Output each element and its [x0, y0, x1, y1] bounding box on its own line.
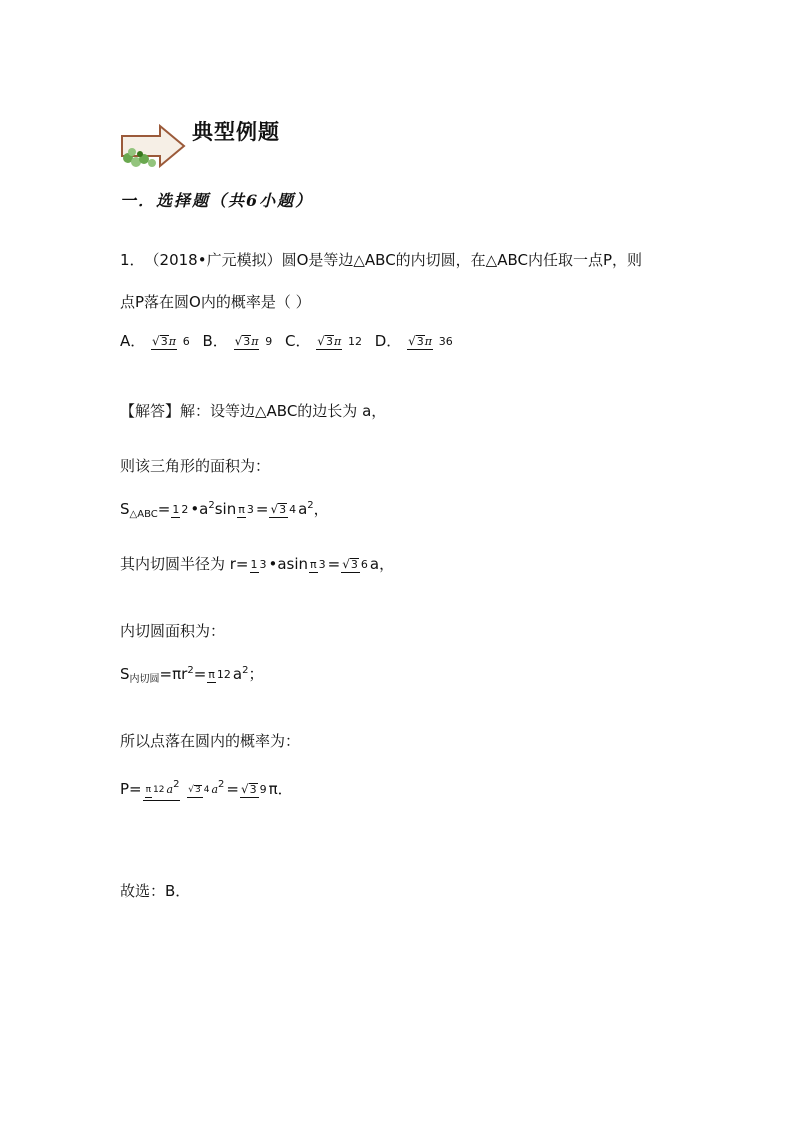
radius-frac-2	[309, 556, 327, 573]
question-source: （2018•广元模拟）	[144, 251, 282, 269]
area-frac-1-den: 2	[181, 503, 189, 516]
option-c-sqrt: 3	[325, 335, 333, 348]
prob-big-den: √3 4 a2	[188, 779, 225, 797]
option-b-fraction: √3π 9	[234, 334, 273, 348]
option-a-den: 6	[182, 335, 190, 348]
circle-s: S	[120, 665, 130, 683]
area-tail: a	[298, 500, 308, 518]
option-b-den: 9	[265, 335, 273, 348]
option-a-fraction: √3π 6	[152, 334, 190, 348]
circle-frac-den: 12	[216, 668, 231, 681]
radius-eq: =	[327, 555, 341, 573]
circle-tail-sup: 2	[242, 665, 249, 676]
prob-top-pi: π	[145, 786, 152, 798]
circle-frac	[207, 666, 232, 683]
radius-frac-1-num: 1	[250, 558, 258, 571]
area-formula	[120, 498, 329, 520]
circle-tail: a	[232, 665, 243, 683]
radius-frac-3: √3 6	[342, 557, 368, 571]
option-a-letter: A．	[120, 332, 146, 350]
option-d-pi: π	[424, 335, 432, 348]
arrow-clover-icon	[116, 118, 188, 170]
prob-big-num	[143, 780, 181, 801]
area-sup: 2	[208, 500, 215, 511]
circle-sup: 2	[187, 665, 194, 676]
prob-top-den: 12	[153, 784, 165, 795]
question-number: 1．	[120, 251, 145, 269]
prob-top-sup: 2	[173, 779, 180, 791]
question-line-2: 点P落在圆O内的概率是（ ）	[120, 293, 311, 311]
prob-bot-sqrt: 3	[194, 784, 201, 795]
circle-frac-num: π	[208, 668, 215, 681]
area-frac-2	[237, 501, 255, 518]
area-frac-3-sqrt: 3	[279, 503, 287, 516]
prob-result-sqrt: 3	[249, 783, 257, 796]
area-mid: •a	[190, 500, 209, 518]
area-end: ，	[313, 500, 329, 518]
circle-end: ；	[248, 665, 264, 683]
area-tail-sup: 2	[307, 500, 314, 511]
circle-sub: 内切圆	[129, 674, 160, 685]
area-sin: sin	[214, 500, 237, 518]
option-b-letter: B．	[202, 332, 228, 350]
option-c[interactable]	[285, 330, 364, 351]
option-c-pi: π	[333, 335, 342, 348]
circle-area-formula	[120, 663, 263, 685]
prob-result-den: 9	[259, 783, 267, 796]
prob-result-frac: √3 9	[240, 782, 267, 796]
circle-area-label: 内切圆面积为：	[120, 622, 226, 640]
prob-label: 所以点落在圆内的概率为：	[120, 732, 301, 750]
option-b-pi: π	[251, 335, 259, 348]
radius-tail: a，	[369, 555, 395, 573]
prob-tail: π．	[268, 780, 293, 798]
radius-frac-2-num: π	[310, 558, 317, 571]
area-frac-2-den: 3	[246, 503, 254, 516]
prob-eq: =	[226, 780, 239, 798]
radius-frac-3-sqrt: 3	[350, 558, 358, 571]
options-row	[120, 330, 461, 351]
option-b[interactable]	[203, 330, 275, 351]
option-c-den: 12	[347, 335, 362, 348]
area-frac-2-num: π	[238, 503, 245, 516]
area-s: S	[120, 500, 130, 518]
radius-frac-1-den: 3	[259, 558, 267, 571]
prob-big-frac	[143, 778, 226, 801]
solution-intro: 【解答】解：设等边△ABC的边长为 a，	[120, 402, 387, 420]
radius-frac-1	[250, 556, 268, 573]
option-d[interactable]	[375, 330, 455, 351]
area-frac-3-den: 4	[289, 503, 297, 516]
option-a-sqrt: 3	[160, 335, 168, 348]
prob-top-a: a	[166, 783, 174, 797]
radius-frac-3-den: 6	[360, 558, 368, 571]
prob-p: P=	[120, 780, 142, 798]
header-title: 典型例题	[192, 119, 280, 144]
option-b-sqrt: 3	[243, 335, 251, 348]
prob-bot-a: a	[211, 783, 218, 797]
area-frac-3: √3 4	[270, 502, 297, 516]
option-a-pi: π	[168, 335, 176, 348]
prob-formula	[120, 778, 293, 801]
option-d-fraction: √3π 36	[408, 334, 453, 348]
radius-formula	[120, 553, 394, 574]
prob-bot-sup: 2	[218, 779, 225, 791]
radius-mid: •asin	[268, 555, 309, 573]
example-header	[116, 112, 436, 172]
prob-bot-den: 4	[203, 784, 210, 795]
option-d-sqrt: 3	[416, 335, 424, 348]
section-title: 一．选择题（共6小题）	[120, 191, 314, 210]
circle-eq: =	[193, 665, 207, 683]
radius-label: 其内切圆半径为 r=	[120, 555, 249, 573]
area-eq: =	[157, 500, 171, 518]
question-line-1	[120, 249, 642, 270]
answer: 故选：B．	[120, 882, 191, 900]
area-frac-1	[171, 501, 189, 518]
radius-frac-2-den: 3	[318, 558, 326, 571]
option-a[interactable]	[120, 330, 192, 351]
area-eq2: =	[255, 500, 269, 518]
option-c-fraction: √3π 12	[317, 334, 362, 348]
option-d-letter: D．	[374, 332, 402, 350]
area-label: 则该三角形的面积为：	[120, 457, 271, 475]
option-c-letter: C．	[285, 332, 311, 350]
question-text-1: 圆O是等边△ABC的内切圆，在△ABC内任取一点P，则	[281, 251, 643, 269]
area-frac-1-num: 1	[172, 503, 180, 516]
area-sub: △ABC	[129, 509, 158, 520]
option-d-den: 36	[438, 335, 453, 348]
circle-mid: =πr	[159, 665, 188, 683]
